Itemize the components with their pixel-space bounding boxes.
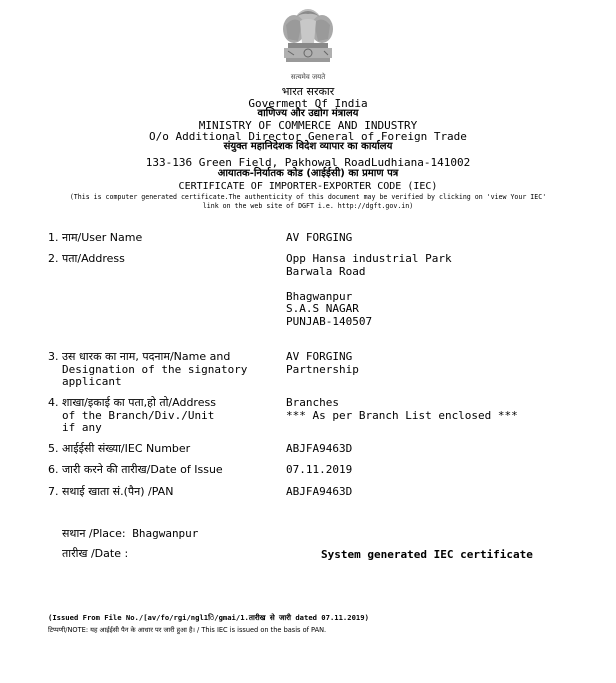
- certificate-hindi: आयातक-निर्यातक कोड (आईईसी) का प्रमाण पत्र: [217, 168, 399, 179]
- row-value-iec-number: ABJFA9463D: [286, 442, 353, 455]
- ministry-title: MINISTRY OF COMMERCE AND INDUSTRY: [198, 119, 418, 132]
- certificate-title: CERTIFICATE OF IMPORTER-EXPORTER CODE (IEC): [178, 181, 438, 192]
- government-title: Goverment Of India: [248, 97, 368, 110]
- national-emblem-icon: [274, 3, 342, 85]
- row-value-user-name: AV FORGING: [286, 231, 353, 244]
- place-label: सथान /Place:: [62, 527, 126, 540]
- row-label-address: 2. पता/Address: [48, 252, 125, 265]
- office-title: O/o Additional Director General of Foreign Trade: [149, 130, 467, 143]
- row-label-date-of-issue: 6. जारी करने की तारीख/Date of Issue: [48, 463, 223, 476]
- row-label-branch: 4. शाखा/इकाई का पता,हो तो/Address of the Branch/Div./Unit if any: [48, 396, 216, 434]
- row-value-branch: Branches *** As per Branch List enclosed ***: [286, 396, 518, 422]
- row-label-iec-number: 5. आईईसी संख्या/IEC Number: [48, 442, 191, 455]
- row-value-address: Opp Hansa industrial Park Barwala Road Bhagwanpur S.A.S NAGAR PUNJAB-140507: [286, 252, 452, 328]
- issued-from-line: (Issued From File No./[av/fo/rgi/ngl1ि/gmai/1.तारीख से जारी dated 07.11.2019): [48, 613, 369, 622]
- verification-note-line1: (This is computer generated certificate.The authenticity of this document may be verified by clicking on 'view Your IEC': [69, 193, 547, 201]
- row-value-pan: ABJFA9463D: [286, 485, 353, 498]
- row-label-pan: 7. सथाई खाता सं.(पैन) /PAN: [48, 485, 174, 498]
- pan-note: टिप्पणी/NOTE: यह आईईसी पैन के आधार पर जारी हुआ है। / This IEC is issued on the basis of PAN.: [48, 626, 327, 634]
- bharat-sarkar-text: भारत सरकार: [281, 85, 335, 98]
- place-value: Bhagwanpur: [132, 527, 199, 540]
- verification-note-line2: link on the web site of DGFT i.e. http://dgft.gov.in): [202, 202, 414, 210]
- system-generated-text: System generated IEC certificate: [321, 548, 533, 561]
- office-hindi: संयुक्त महानिदेशक विदेश व्यापार का कार्यालय: [223, 141, 393, 152]
- place-line: [62, 527, 198, 540]
- row-label-signatory: 3. उस धारक का नाम, पदनाम/Name and Designation of the signatory applicant: [48, 350, 248, 388]
- row-value-date-of-issue: 07.11.2019: [286, 463, 353, 476]
- date-label: तारीख /Date :: [62, 547, 129, 560]
- emblem-caption: सत्यमेव जयते: [290, 73, 326, 81]
- office-address: 133-136 Green Field, Pakhowal RoadLudhiana-141002: [145, 156, 471, 169]
- row-value-signatory: AV FORGING Partnership: [286, 350, 359, 376]
- row-label-user-name: 1. नाम/User Name: [48, 231, 143, 244]
- ministry-hindi: वाणिज्य और उद्योग मंत्रालय: [257, 108, 359, 119]
